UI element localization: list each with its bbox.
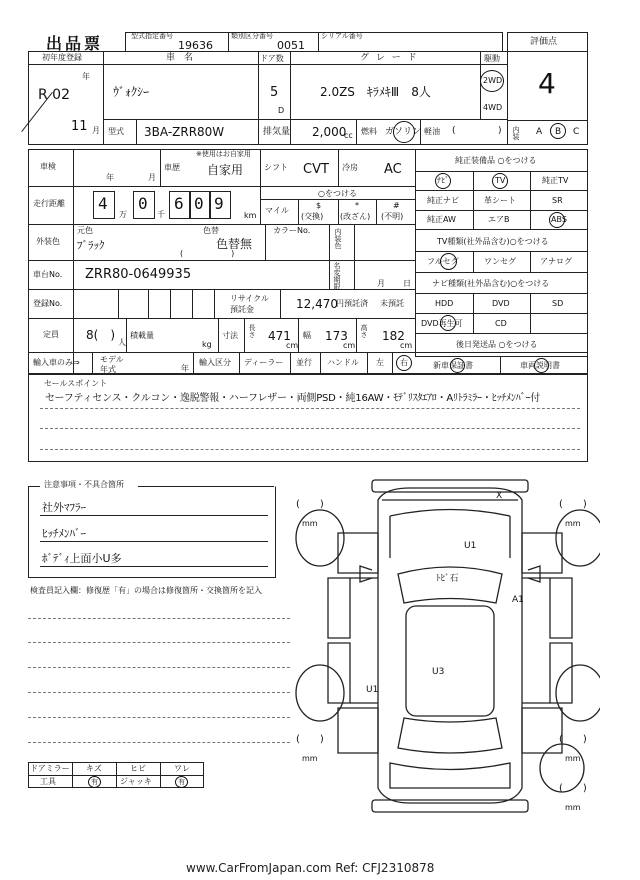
docs-warranty-circle xyxy=(450,358,465,373)
score-value: 4 xyxy=(538,67,556,100)
length-label: 長さ xyxy=(248,324,256,338)
inspector-note-label: 検査員記入欄：修復歴「有」の場合は修復箇所・交換箇所を記入 xyxy=(30,586,262,595)
repaint-paren: ( ) xyxy=(180,249,235,258)
fuel-label: 燃料 xyxy=(361,127,377,136)
handle-left: 左 xyxy=(376,358,384,367)
navi-hdd: HDD xyxy=(435,299,454,308)
drive-4wd: 4WD xyxy=(483,103,503,112)
equip-genuine-navi: 純正ナビ xyxy=(427,196,459,205)
ac-value: AC xyxy=(384,162,402,177)
drive-label: 駆動 xyxy=(484,54,500,63)
mileage-digit-5: 9 xyxy=(214,194,224,213)
legend-jack-circle xyxy=(175,776,188,788)
damage-mark-u1-roof: U1 xyxy=(464,541,477,551)
drive-2wd: 2WD xyxy=(483,76,503,85)
repaint-value: 色替無 xyxy=(216,237,253,251)
name-change-label: 名変期限 xyxy=(333,262,341,290)
equip-abs-circle xyxy=(549,212,565,228)
notes-label: 注意事項・不具合箇所 xyxy=(44,480,124,489)
legend-jack-have: 有 xyxy=(178,778,185,786)
legend-scratch: キズ xyxy=(86,764,102,773)
equip-navi: ﾅﾋﾞ xyxy=(437,176,449,185)
length-cm: cm xyxy=(286,341,299,350)
legend-break: ワレ xyxy=(174,764,190,773)
mileage-exchange-sym: $ xyxy=(316,201,322,210)
chassis-label: 車台No. xyxy=(33,270,63,279)
equip-abs: ABS xyxy=(551,215,567,224)
equip-tv: TV xyxy=(495,176,506,185)
type-label: 型式 xyxy=(108,127,124,136)
tire-unit-spare: mm xyxy=(565,803,581,812)
navi-type-title: ナビ種類(社外品含む)○をつける xyxy=(432,279,550,288)
doors-label: ドア数 xyxy=(260,54,284,63)
usage-value: 自家用 xyxy=(207,163,244,177)
capacity-person: 人 xyxy=(118,338,126,347)
tire-unit-fr: mm xyxy=(565,519,581,528)
equip-airbag: エアB xyxy=(488,215,510,224)
interior-color-label: 内装色 xyxy=(334,228,342,249)
shaken-label: 車検 xyxy=(40,162,56,171)
fuel-circle xyxy=(393,121,415,143)
serial-no-label: シリアル番号 xyxy=(321,32,363,40)
page-title: 出品票 xyxy=(46,34,104,53)
handle-right: 右 xyxy=(400,358,408,367)
exterior-color-label: 外装色 xyxy=(36,237,60,246)
navi-dvd-play-circle xyxy=(440,315,456,331)
legend-jack: ジャッキ xyxy=(120,777,152,786)
mileage-exchange: (交換) xyxy=(301,212,324,221)
legend-tools-have: 有 xyxy=(91,778,98,786)
navi-cd: CD xyxy=(495,319,507,328)
first-reg-year-unit: 年 xyxy=(82,72,90,81)
height-value: 182 xyxy=(382,329,405,343)
usage-label: 車歴 xyxy=(164,163,180,172)
oil-label: 軽油 xyxy=(424,127,440,136)
docs-manual-circle xyxy=(534,358,549,373)
height-label: 高さ xyxy=(360,324,368,338)
equip-genuine-tv: 純正TV xyxy=(542,176,569,185)
docs-warranty: 新車保証書 xyxy=(433,361,473,370)
height-cm: cm xyxy=(400,341,413,350)
color-no-label: カラーNo. xyxy=(273,226,311,235)
grade-value: 2.0ZS ｷﾗﾒｷⅢ 8人 xyxy=(320,85,431,99)
name-change-day: 日 xyxy=(403,279,411,288)
model-no-label: 型式指定番号 xyxy=(131,32,173,40)
damage-mark-x: X xyxy=(496,491,503,501)
mileage-digit-2: 0 xyxy=(138,194,148,213)
recycle-label: リサイクル預託金 xyxy=(230,294,269,314)
original-color-value: ﾌﾞﾗｯｸ xyxy=(77,239,105,252)
tire-paren-fr: ( ) xyxy=(559,499,587,510)
mileage-tamper: (改ざん) xyxy=(340,212,371,221)
navi-sd: SD xyxy=(552,299,564,308)
doors-d: D xyxy=(278,106,285,115)
chassis-value: ZRR80-0649935 xyxy=(85,267,192,282)
tv-type-title: TV種類(社外品含む)○をつける xyxy=(437,237,549,246)
mileage-sen: 千 xyxy=(157,210,165,219)
damage-mark-u3: U3 xyxy=(432,667,445,677)
load-label: 積載量 xyxy=(130,331,154,340)
car-name-label: 車 名 xyxy=(166,53,194,63)
shaken-year-unit: 年 xyxy=(106,173,114,182)
equip-genuine-aw: 純正AW xyxy=(427,215,456,224)
oil-bracket-left: ( xyxy=(452,126,456,136)
oil-bracket-right: ) xyxy=(498,126,502,136)
tire-paren-rr: ( ) xyxy=(559,734,587,745)
tire-paren-fl: ( ) xyxy=(296,499,324,510)
first-reg-year: R 02 xyxy=(38,87,70,103)
legend-crack: ヒビ xyxy=(130,764,146,773)
shift-label: シフト xyxy=(264,163,288,172)
recycle-suffix: 円預託済 xyxy=(336,299,368,308)
fuel-value: ガソリン xyxy=(385,127,422,137)
grade-label: グ レ ー ド xyxy=(360,53,419,63)
footer-watermark: www.CarFromJapan.com Ref: CFJ2310878 xyxy=(186,861,435,875)
docs-title: 後日発送品 ○をつける xyxy=(456,340,538,349)
tire-paren-spare: ( ) xyxy=(559,783,587,794)
sales-points-line1: セーフティセンス・クルコン・逸脱警報・ハーフレザー・両側PSD・純16AW・ﾓﾃﾞﾘｽﾀｴｱﾛ・Aﾘﾄﾗﾐﾗｰ・ﾋｯﾁﾒﾝﾊﾞｰ付 xyxy=(45,393,541,404)
doors-value: 5 xyxy=(270,85,279,100)
equip-sr: SR xyxy=(552,196,563,205)
note-item-1: 社外ﾏﾌﾗｰ xyxy=(42,501,86,514)
displacement-value: 2,000 xyxy=(312,125,347,139)
registration-label: 登録No. xyxy=(33,299,63,308)
handle-label: ハンドル xyxy=(327,358,359,367)
handle-right-circle xyxy=(396,355,412,371)
legend-tools-circle xyxy=(88,776,101,788)
navi-dvd: DVD xyxy=(492,299,510,308)
drive-2wd-circle xyxy=(480,70,504,92)
car-name-value: ｳﾞｫｸｼｰ xyxy=(113,85,150,99)
interior-grade-b: B xyxy=(555,127,562,137)
tv-fullseg-circle xyxy=(440,253,457,270)
capacity-label: 定員 xyxy=(43,330,59,339)
shift-value: CVT xyxy=(303,162,329,177)
capacity-value: 8( ) xyxy=(86,328,115,342)
first-reg-month: 11 xyxy=(71,119,88,134)
genuine-equipment-title: 純正装備品 ○をつける xyxy=(455,156,537,165)
tv-analog: アナログ xyxy=(540,257,572,266)
tv-oneseg: ワンセグ xyxy=(484,257,516,266)
legend-mirror: ドアミラー xyxy=(30,764,70,773)
import-dealer: ディーラー xyxy=(244,358,284,367)
interior-grade-a: A xyxy=(536,127,543,137)
mileage-label: 走行距離 xyxy=(33,199,65,208)
mileage-tamper-sym: * xyxy=(355,201,359,210)
car-diagram xyxy=(290,478,600,818)
load-kg: kg xyxy=(202,340,212,349)
import-parallel: 並行 xyxy=(296,358,312,367)
interior-grade-c: C xyxy=(573,127,580,137)
sales-points-label: セールスポイント xyxy=(44,379,108,388)
equip-navi-circle xyxy=(435,173,451,189)
model-no-value: 19636 xyxy=(178,39,213,52)
tire-unit-rr: mm xyxy=(565,754,581,763)
damage-mark-u1-side: U1 xyxy=(366,685,379,695)
length-value: 471 xyxy=(268,329,291,343)
first-reg-month-unit: 月 xyxy=(92,126,100,135)
original-color-label: 元色 xyxy=(77,226,93,235)
color-code-label: 色替 xyxy=(203,226,219,235)
mileage-digit-1: 4 xyxy=(98,194,108,213)
mileage-man: 万 xyxy=(119,210,127,219)
displacement-cc: cc xyxy=(344,131,353,140)
mileage-mile-option: マイル xyxy=(265,206,289,215)
mileage-digit-4: 0 xyxy=(194,194,204,213)
mileage-mark-note: ○をつける xyxy=(318,189,357,198)
ac-label: 冷房 xyxy=(342,163,358,172)
mileage-km: km xyxy=(244,211,257,220)
damage-mark-a1: A1 xyxy=(512,595,524,605)
category-no-label: 類別区分番号 xyxy=(231,32,273,40)
interior-label: 内装 xyxy=(512,126,520,140)
recycle-value: 12,470 xyxy=(296,297,338,311)
mileage-unknown: (不明) xyxy=(381,212,404,221)
note-item-2: ﾋｯﾁﾒﾝﾊﾞｰ xyxy=(42,527,86,540)
equip-leather: 革シート xyxy=(484,196,516,205)
model-year-label: モデル年式 xyxy=(100,355,124,374)
navi-dvd-play: DVD再生可 xyxy=(421,319,463,328)
usage-note: ※使用はお自家用 xyxy=(196,150,251,158)
category-no-value: 0051 xyxy=(277,39,305,52)
width-cm: cm xyxy=(343,341,356,350)
width-value: 173 xyxy=(325,329,348,343)
dims-label: 寸法 xyxy=(222,331,238,340)
tire-unit-fl: mm xyxy=(302,519,318,528)
score-label: 評価点 xyxy=(530,37,558,47)
import-type-label: 輸入区分 xyxy=(199,358,231,367)
docs-manual: 車両説明書 xyxy=(520,361,560,370)
mileage-digit-3: 6 xyxy=(174,194,184,213)
tv-fullseg: フルセグ xyxy=(427,257,459,266)
width-label: 幅 xyxy=(303,331,311,340)
equip-tv-circle xyxy=(492,173,508,189)
shaken-month-unit: 月 xyxy=(148,173,156,182)
type-value: 3BA-ZRR80W xyxy=(144,125,225,139)
damage-mark-chip: ﾄﾋﾞ石 xyxy=(436,574,459,584)
tire-paren-rl: ( ) xyxy=(296,734,324,745)
note-item-3: ﾎﾞﾃﾞｨ上面小U多 xyxy=(42,552,122,565)
import-label: 輸入車のみ⇒ xyxy=(33,358,80,367)
mileage-unknown-sym: # xyxy=(393,201,400,210)
first-reg-label: 初年度登録 xyxy=(42,53,82,62)
interior-b-circle xyxy=(550,123,566,139)
legend-tools: 工具 xyxy=(40,777,56,786)
tire-unit-rl: mm xyxy=(302,754,318,763)
recycle-pending: 未預託 xyxy=(380,299,404,308)
model-year-unit: 年 xyxy=(181,364,189,373)
displacement-label: 排気量 xyxy=(263,127,291,137)
name-change-month: 月 xyxy=(377,279,385,288)
